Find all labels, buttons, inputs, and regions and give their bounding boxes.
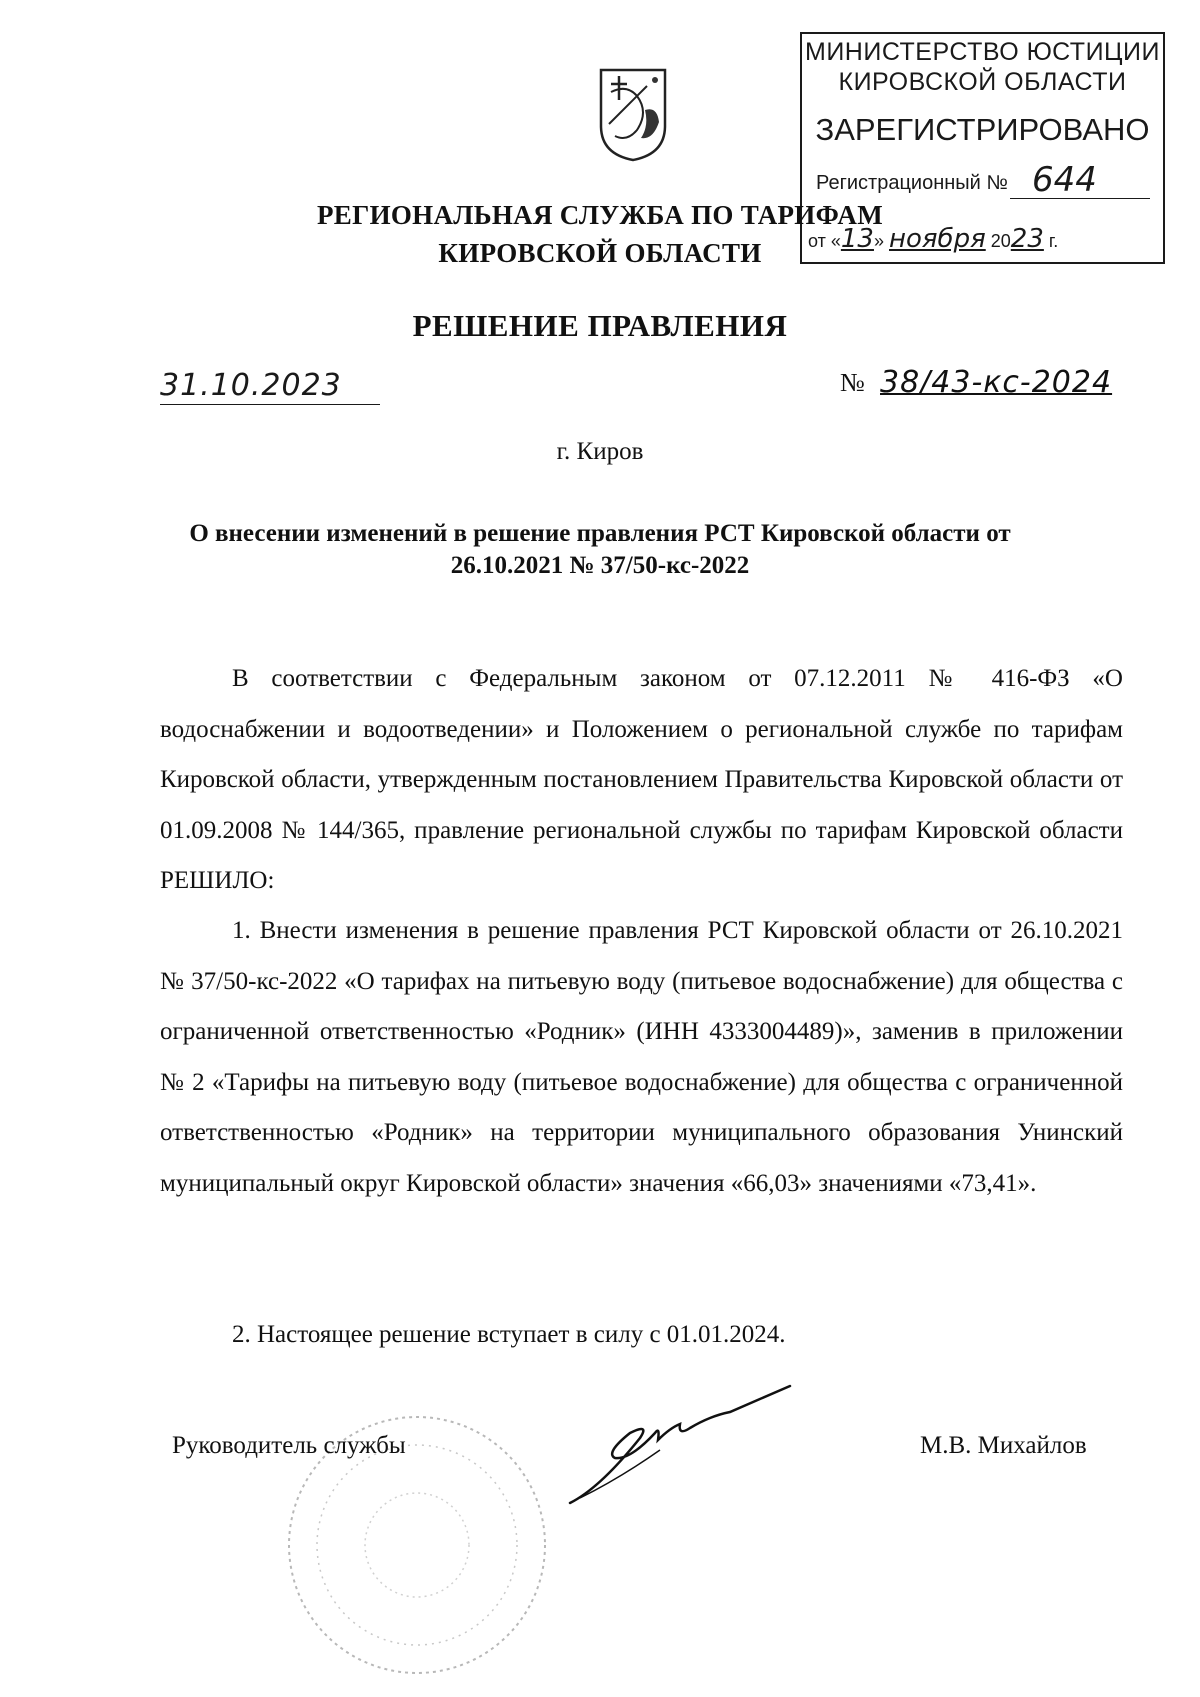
city: г. Киров xyxy=(556,438,644,465)
stamp-status: ЗАРЕГИСТРИРОВАНО xyxy=(815,112,1150,147)
decision-number-label: № xyxy=(840,368,865,397)
stamp-ministry-line: МИНИСТЕРСТВО ЮСТИЦИИ xyxy=(805,38,1160,66)
decision-date-underline xyxy=(160,404,380,405)
document-type-title: РЕШЕНИЕ ПРАВЛЕНИЯ xyxy=(412,308,788,343)
stamp-date-year-prefix: 20 xyxy=(990,231,1011,251)
org-name-line1: РЕГИОНАЛЬНАЯ СЛУЖБА ПО ТАРИФАМ xyxy=(317,200,883,230)
decision-number: 38/43-кс-2024 xyxy=(880,365,1113,400)
stamp-date-mid: » xyxy=(873,231,884,251)
signer-name: М.В. Михайлов xyxy=(920,1432,1087,1459)
stamp-date-prefix: от « xyxy=(808,231,841,251)
body-paragraph-item2: 2. Настоящее решение вступает в силу с 01.01.2024. xyxy=(232,1321,786,1348)
stamp-date-month: ноября xyxy=(889,224,986,254)
stamp-date-suffix: г. xyxy=(1048,231,1059,251)
stamp-date-day: 13 xyxy=(840,224,874,254)
stamp-date-year: 23 xyxy=(1010,224,1044,254)
handwritten-signature-icon xyxy=(560,1378,860,1518)
body-paragraph-item1: 1. Внести изменения в решение правления РСТ Кировской области от 26.10.2021 № 37/50-кс-2022 «О тарифах на питьевую воду (питьевое водоснабжение) для общества с ограниченной ответственностью «Родник» (ИНН 4333004489)», заменив в приложении № 2 «Тарифы на питьевую воду (питьевое водоснабжение) для общества с ограниченной ответственностью «Родник» на территории муниципального образования Унинский муниципальный округ Кировской области» значения «66,03» значениями «73,41». xyxy=(160,917,1123,1197)
org-name-line2: КИРОВСКОЙ ОБЛАСТИ xyxy=(438,238,762,268)
stamp-region-line: КИРОВСКОЙ ОБЛАСТИ xyxy=(838,68,1127,96)
stamp-reg-number: 644 xyxy=(1032,160,1097,200)
body-paragraph-preamble: В соответствии с Федеральным законом от 07.12.2011 № 416-ФЗ «О водоснабжении и водоотведении» и Положением о региональной службе по тарифам Кировской области, утвержденным постановлением Правительства Кировской области от 01.09.2008 № 144/365, правление региональной службы по тарифам Кировской области РЕШИЛО: xyxy=(160,665,1123,894)
coat-of-arms-icon xyxy=(597,66,669,164)
decision-subject: О внесении изменений в решение правления РСТ Кировской области от 26.10.2021 № 37/50-кс-2022 xyxy=(189,520,1011,579)
signer-position: Руководитель службы xyxy=(172,1432,406,1459)
decision-date: 31.10.2023 xyxy=(160,368,342,403)
stamp-reg-label: Регистрационный № xyxy=(816,172,1008,194)
